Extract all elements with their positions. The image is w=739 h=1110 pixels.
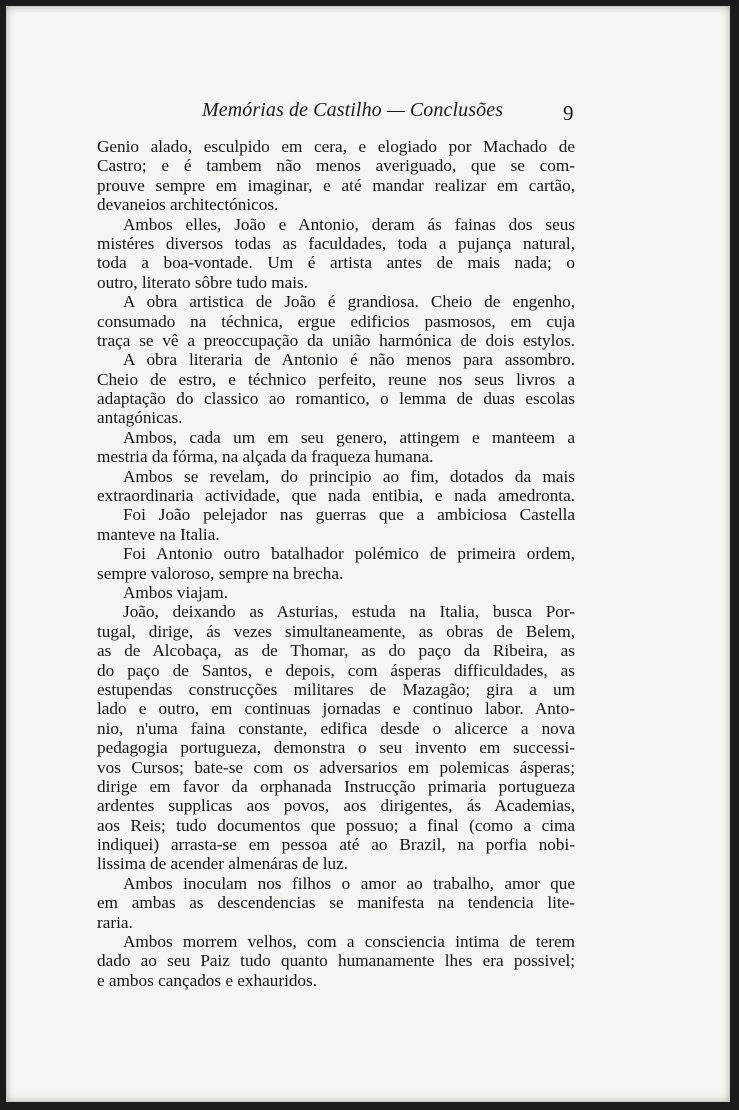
text-line: mestria da fórma, na alçada da fraqueza humana.	[97, 447, 434, 467]
text-line: Ambos, cada um em seu genero, attingem e manteem a	[123, 427, 575, 447]
text-line: Cheio de estro, e téchnico perfeito, reune nos seus livros a	[97, 369, 575, 389]
text-line: do paço de Santos, e depois, com ásperas difficuldades, as	[97, 660, 575, 680]
text-line: raria.	[97, 912, 133, 932]
text-line: A obra literaria de Antonio é não menos para assombro.	[123, 350, 575, 370]
body-text	[97, 137, 575, 990]
page-number: 9	[563, 101, 574, 125]
text-line: Foi Antonio outro batalhador polémico de primeira ordem,	[123, 544, 575, 564]
text-line: ardentes supplicas aos povos, aos dirigentes, ás Academias,	[97, 796, 575, 816]
text-line: extraordinaria actividade, que nada entibia, e nada amedronta.	[97, 486, 575, 506]
text-line: estupendas construcções militares de Mazagão; gira a um	[97, 679, 575, 699]
text-line: Foi João pelejador nas guerras que a ambiciosa Castella	[123, 505, 575, 525]
text-line: tugal, dirige, ás vezes simultaneamente, as obras de Belem,	[97, 621, 575, 641]
text-line: lado e outro, em continuas jornadas e continuo labor. Anto-	[97, 699, 575, 719]
text-line: sempre valoroso, sempre na brecha.	[97, 563, 344, 583]
text-line: dado ao seu Paiz tudo quanto humanamente lhes era possivel;	[97, 951, 575, 971]
text-line: Ambos viajam.	[123, 582, 229, 602]
text-line: Ambos morrem velhos, com a consciencia intima de terem	[123, 932, 575, 952]
text-line: manteve na Italia.	[97, 524, 220, 544]
text-line: e ambos cançados e exhauridos.	[97, 970, 318, 990]
running-title: Memórias de Castilho — Conclusões	[202, 99, 504, 121]
text-line: as de Alcobaça, as de Thomar, as do paço da Ribeira, as	[97, 641, 575, 661]
text-line: A obra artistica de João é grandiosa. Cheio de engenho,	[123, 292, 575, 312]
text-line: em ambas as descendencias se manifesta na tendencia lite-	[97, 893, 575, 913]
text-line: toda a boa-vontade. Um é artista antes de mais nada; o	[97, 253, 575, 273]
book-page	[6, 6, 730, 1102]
text-line: adaptação do classico ao romantico, o lemma de duas escolas	[97, 389, 575, 409]
text-line: Genio alado, esculpido em cera, e elogiado por Machado de	[97, 137, 575, 156]
text-line: nio, n'uma faina constante, edifica desde o alicerce a nova	[97, 718, 575, 738]
text-line: mistéres diversos todas as faculdades, toda a pujança natural,	[97, 233, 575, 253]
text-line: prouve sempre em imaginar, e até mandar realizar em cartão,	[97, 175, 575, 195]
text-line: traça se vê a preoccupação da união harmónica de dois estylos.	[97, 330, 575, 350]
text-line: devaneios architectónicos.	[97, 195, 279, 215]
text-line: Castro; e é tambem não menos averiguado, que se com-	[97, 156, 575, 176]
text-line: pedagogia portugueza, demonstra o seu invento em successi-	[97, 738, 575, 758]
text-line: dirige em favor da orphanada Instrucção primaria portugueza	[97, 776, 575, 796]
text-line: Ambos elles, João e Antonio, deram ás fainas dos seus	[123, 214, 575, 234]
text-line: vos Cursos; bate-se com os adversarios em polemicas ásperas;	[97, 757, 575, 777]
text-line: indiquei) arrasta-se em pessoa até ao Brazil, na porfia nobi-	[97, 835, 575, 855]
text-line: João, deixando as Asturias, estuda na Italia, busca Por-	[123, 602, 575, 622]
text-line: lissima de acender almenáras de luz.	[97, 854, 349, 874]
text-line: Ambos se revelam, do principio ao fim, dotados da mais	[123, 466, 575, 486]
text-line: Ambos inoculam nos filhos o amor ao trabalho, amor que	[123, 873, 575, 893]
text-line: outro, literato sôbre tudo mais.	[97, 272, 308, 292]
text-line: aos Reis; tudo documentos que possuo; a final (como a cima	[97, 815, 575, 835]
text-line: antagónicas.	[97, 408, 183, 428]
text-line: consumado na téchnica, ergue edificios pasmosos, em cuja	[97, 311, 575, 331]
